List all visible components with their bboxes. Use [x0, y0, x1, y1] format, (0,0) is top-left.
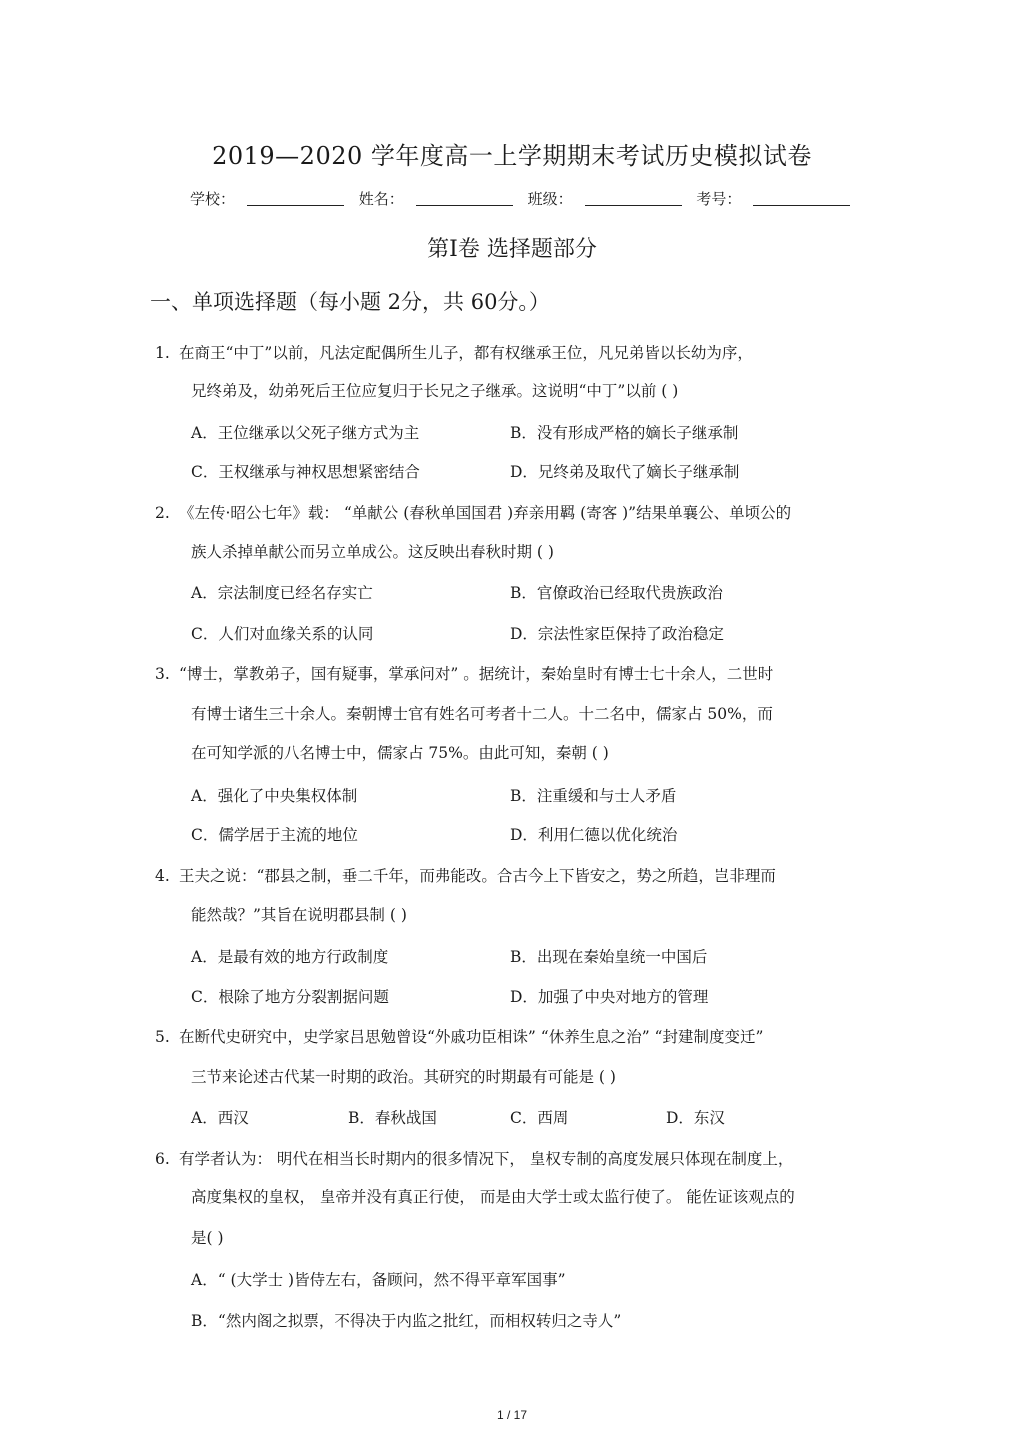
- question-2-option-d: D．宗法性家臣保持了政治稳定: [510, 625, 724, 643]
- question-1-line-2: 兄终弟及，幼弟死后王位应复归于长兄之子继承。这说明“中丁”以前 ( ): [191, 382, 679, 400]
- question-2-line-2: 族人杀掉单献公而另立单成公。这反映出春秋时期 ( ): [191, 543, 554, 561]
- exam-number-blank: [753, 191, 850, 206]
- exam-title: 2019—2020 学年度高一上学期期末考试历史模拟试卷: [212, 142, 812, 170]
- question-3-line-2: 有博士诸生三十余人。秦朝博士官有姓名可考者十二人。十二名中，儒家占 50%，而: [191, 705, 773, 723]
- question-2-line-1: [155, 501, 791, 523]
- class-label: 班级：: [527, 190, 573, 208]
- question-5-option-a: A．西汉: [191, 1109, 249, 1127]
- question-number: 1.: [155, 344, 170, 362]
- name-blank: [416, 191, 513, 206]
- question-6-option-a: A．“ (大学士 )皆侍左右，备顾问，然不得平章军国事”: [191, 1271, 566, 1289]
- question-4-line-2: 能然哉？”其旨在说明郡县制 ( ): [191, 906, 407, 924]
- question-4-option-c: C．根除了地方分裂割据问题: [191, 988, 389, 1006]
- question-3-option-d: D．利用仁德以优化统治: [510, 826, 678, 844]
- question-5-option-b: B．春秋战国: [348, 1109, 437, 1127]
- school-label: 学校：: [190, 190, 236, 208]
- question-number: 3.: [155, 665, 170, 683]
- question-2-option-a: A．宗法制度已经名存实亡: [191, 584, 373, 602]
- question-number: 5.: [155, 1028, 170, 1046]
- exam-number-label: 考号：: [696, 190, 742, 208]
- question-text: “博士，掌教弟子，国有疑事，掌承问对” 。据统计，秦始皇时有博士七十余人，二世时: [179, 665, 774, 683]
- part-title: 第Ⅰ卷 选择题部分: [427, 237, 597, 262]
- question-text: 在商王“中丁”以前，凡法定配偶所生儿子，都有权继承王位，凡兄弟皆以长幼为序，: [179, 344, 753, 362]
- question-3-line-3: 在可知学派的八名博士中，儒家占 75%。由此可知，秦朝 ( ): [191, 744, 609, 762]
- question-number: 4.: [155, 867, 170, 885]
- question-4-option-a: A．是最有效的地方行政制度: [191, 948, 389, 966]
- question-2-option-b: B．官僚政治已经取代贵族政治: [510, 584, 723, 602]
- page-number: 1 / 17: [496, 1408, 528, 1422]
- school-blank: [247, 191, 344, 206]
- question-3-option-b: B．注重缓和与士人矛盾: [510, 787, 677, 805]
- question-5-line-1: [155, 1025, 763, 1047]
- question-text: 在断代史研究中，史学家吕思勉曾设“外戚功臣相诛” “休养生息之治” “封建制度变迁”: [179, 1028, 764, 1046]
- question-1-option-a: A．王位继承以父死子继方式为主: [191, 424, 420, 442]
- question-6-line-3: 是( ): [191, 1229, 224, 1247]
- question-1-option-c: C．王权继承与神权思想紧密结合: [191, 463, 420, 481]
- question-3-line-1: [155, 662, 773, 684]
- question-5-option-c: C．西周: [510, 1109, 569, 1127]
- question-6-option-b: B．“然内阁之拟票，不得决于内监之批红，而相权转归之寺人”: [191, 1312, 622, 1330]
- question-6-line-1: [155, 1147, 793, 1169]
- question-5-option-d: D．东汉: [666, 1109, 725, 1127]
- student-info-row: [190, 188, 860, 209]
- question-5-line-2: 三节来论述古代某一时期的政治。其研究的时期最有可能是 ( ): [191, 1068, 616, 1086]
- question-2-option-c: C．人们对血缘关系的认同: [191, 625, 374, 643]
- question-number: 6.: [155, 1150, 170, 1168]
- name-label: 姓名：: [358, 190, 404, 208]
- question-1-line-1: [155, 341, 753, 363]
- question-3-option-a: A．强化了中央集权体制: [191, 787, 358, 805]
- question-3-option-c: C．儒学居于主流的地位: [191, 826, 358, 844]
- question-4-option-d: D．加强了中央对地方的管理: [510, 988, 709, 1006]
- class-blank: [585, 191, 682, 206]
- question-number: 2.: [155, 504, 170, 522]
- question-text: 王夫之说：“郡县之制，垂二千年，而弗能改。合古今上下皆安之，势之所趋，岂非理而: [179, 867, 776, 885]
- question-1-option-b: B．没有形成严格的嫡长子继承制: [510, 424, 739, 442]
- section-title: 一、单项选择题（每小题 2分，共 60分。）: [150, 290, 550, 314]
- question-1-option-d: D．兄终弟及取代了嫡长子继承制: [510, 463, 740, 481]
- question-4-option-b: B．出现在秦始皇统一中国后: [510, 948, 708, 966]
- question-6-line-2: 高度集权的皇权， 皇帝并没有真正行使， 而是由大学士或太监行使了。 能佐证该观点的: [191, 1188, 795, 1206]
- question-4-line-1: [155, 864, 776, 886]
- question-text: 《左传·昭公七年》载： “单献公 (春秋单国国君 )弃亲用羁 (寄客 )”结果单襄公、单顷公的: [179, 504, 792, 522]
- question-text: 有学者认为： 明代在相当长时期内的很多情况下， 皇权专制的高度发展只体现在制度上，: [179, 1150, 794, 1168]
